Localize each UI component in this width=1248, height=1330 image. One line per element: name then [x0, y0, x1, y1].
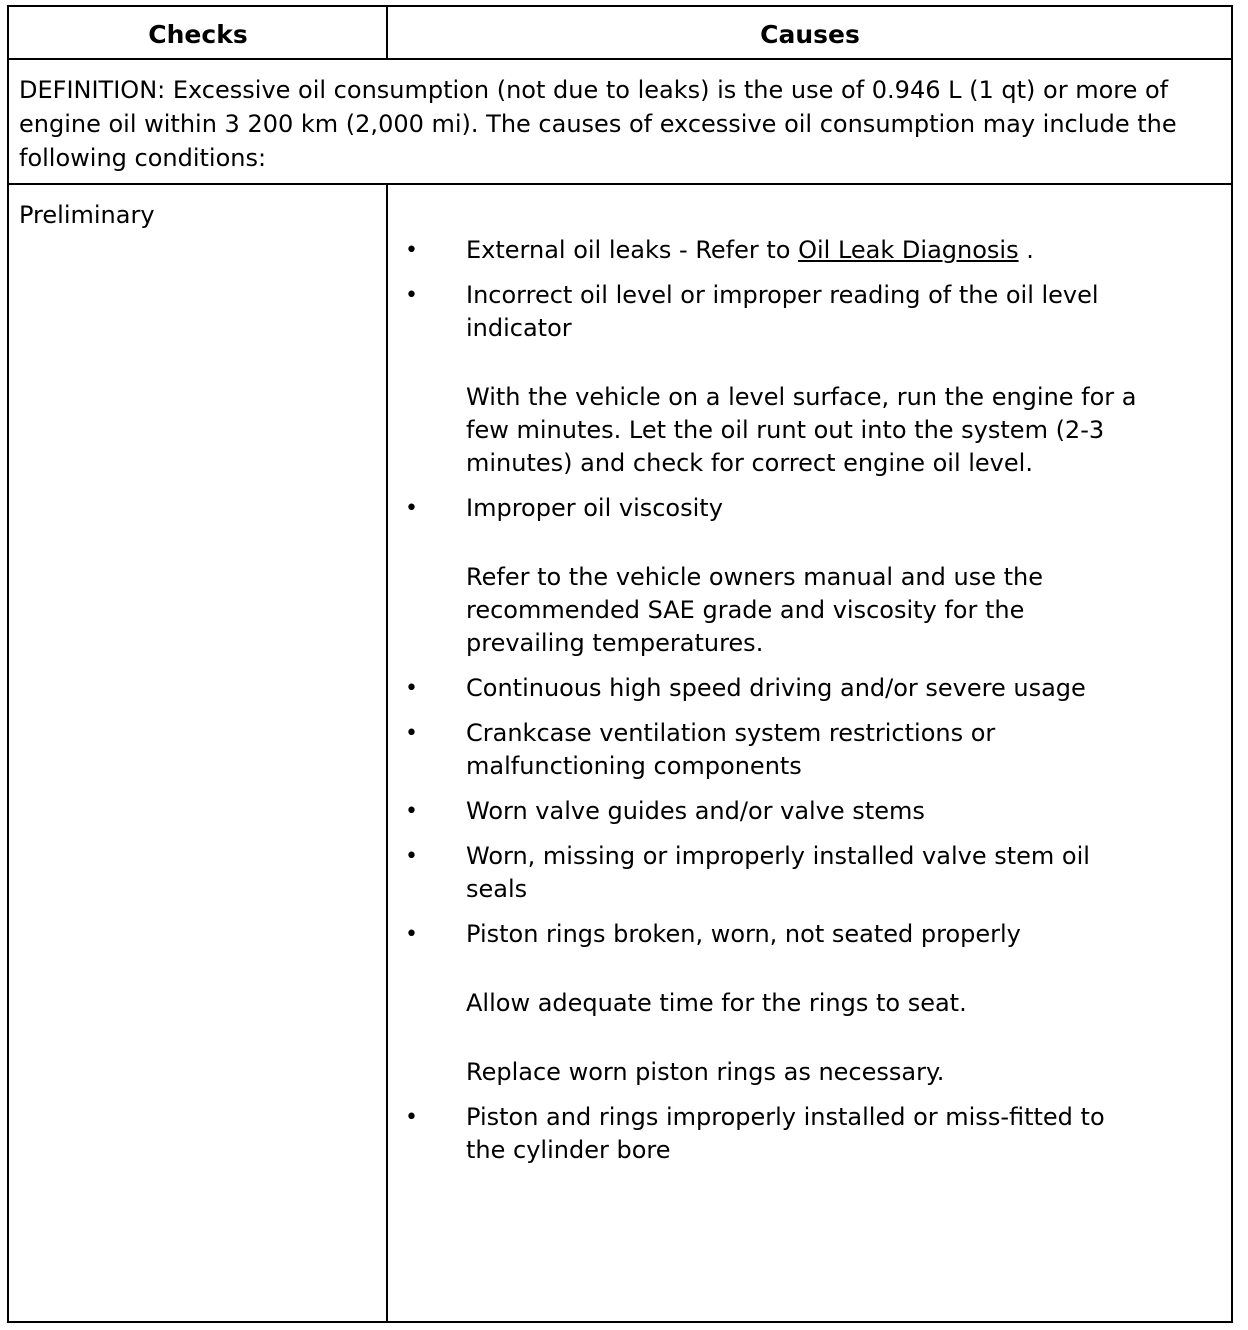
- diagnosis-table: [7, 5, 1233, 1323]
- item-text: Worn valve guides and/or valve stems: [466, 797, 925, 825]
- causes-list: [389, 234, 1149, 1179]
- item-text: Incorrect oil level or improper reading of the oil level indicator: [466, 281, 1099, 342]
- list-item: [389, 795, 1149, 828]
- causes-header: Causes: [760, 20, 860, 49]
- bullet: •: [405, 1105, 418, 1130]
- item-note: Refer to the vehicle owners manual and use the recommended SAE grade and viscosity for the prevailing temperatures.: [466, 563, 1043, 657]
- list-item: [389, 672, 1149, 705]
- item-text: Continuous high speed driving and/or severe usage: [466, 674, 1086, 702]
- item-text: Piston rings broken, worn, not seated properly: [466, 920, 1021, 948]
- item-note: Replace worn piston rings as necessary.: [466, 1058, 945, 1086]
- item-text: Improper oil viscosity: [466, 494, 723, 522]
- item-text: External oil leaks - Refer to: [466, 236, 799, 264]
- checks-header: Checks: [148, 20, 248, 49]
- list-item: [389, 279, 1149, 480]
- column-divider: [386, 185, 388, 1321]
- list-item: [389, 918, 1149, 1089]
- oil-leak-diagnosis-link[interactable]: Oil Leak Diagnosis: [798, 236, 1019, 264]
- list-item: [389, 492, 1149, 660]
- bullet: •: [405, 496, 418, 521]
- item-text: Piston and rings improperly installed or miss-fitted to the cylinder bore: [466, 1103, 1105, 1164]
- bullet: •: [405, 844, 418, 869]
- list-item: [389, 1101, 1149, 1167]
- list-item: [389, 840, 1149, 906]
- bullet: •: [405, 922, 418, 947]
- list-item: [389, 717, 1149, 783]
- item-text-suffix: .: [1018, 236, 1034, 264]
- table-header: [9, 7, 1231, 60]
- item-note: Allow adequate time for the rings to seat.: [466, 989, 967, 1017]
- bullet: •: [405, 721, 418, 746]
- item-note: With the vehicle on a level surface, run the engine for a few minutes. Let the oil runt out into the system (2-3 minutes) and check for correct engine oil level.: [466, 383, 1137, 477]
- check-preliminary: Preliminary: [19, 201, 155, 229]
- bullet: •: [405, 283, 418, 308]
- definition-text: DEFINITION: Excessive oil consumption (not due to leaks) is the use of 0.946 L (1 qt) or more of engine oil within 3 200 km (2,000 mi). The causes of excessive oil consumption may include the following conditions:: [9, 60, 1231, 185]
- column-divider: [386, 7, 388, 58]
- bullet: •: [405, 799, 418, 824]
- item-text: Crankcase ventilation system restrictions or malfunctioning components: [466, 719, 996, 780]
- list-item: [389, 234, 1149, 267]
- item-text: Worn, missing or improperly installed valve stem oil seals: [466, 842, 1090, 903]
- bullet: •: [405, 676, 418, 701]
- bullet: •: [405, 238, 418, 263]
